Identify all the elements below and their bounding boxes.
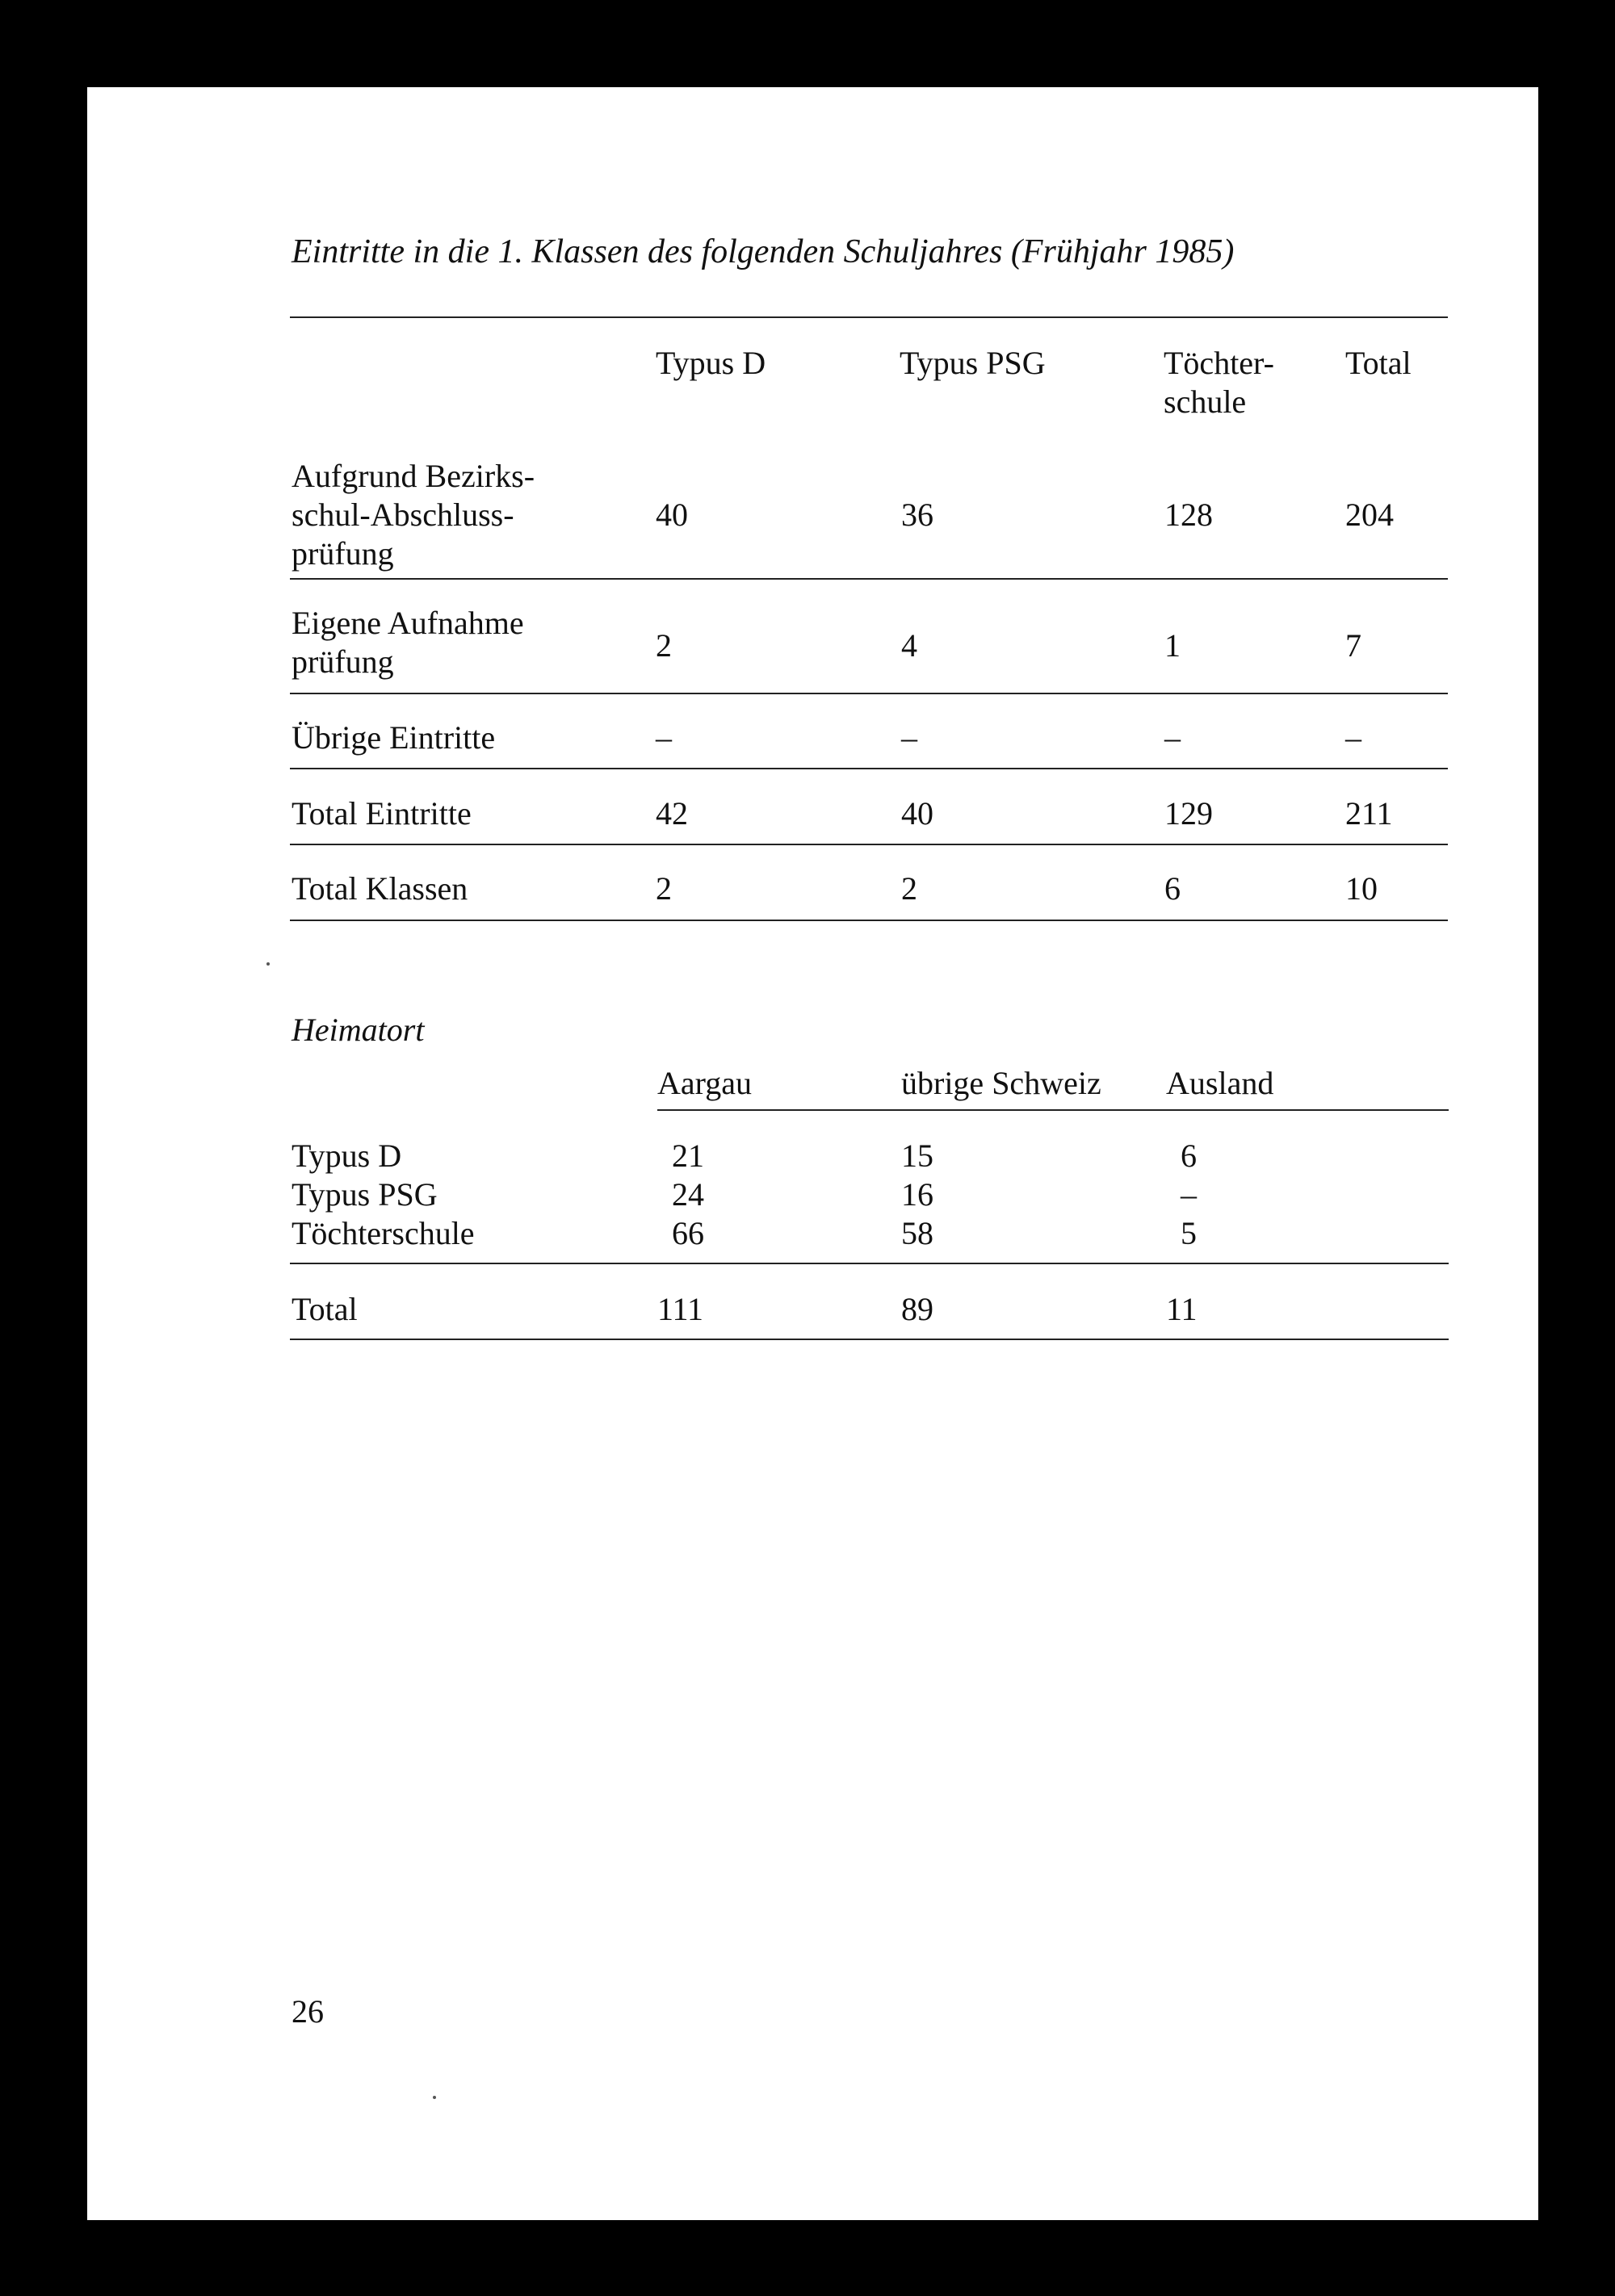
row-divider [290, 578, 1448, 580]
column-header-aargau: Aargau [657, 1065, 752, 1101]
cell-typus-d: – [656, 719, 672, 756]
cell-total: 10 [1345, 870, 1378, 907]
cell-toechterschule: 129 [1164, 795, 1213, 832]
cell-total: 211 [1345, 795, 1393, 832]
row-label: Total Eintritte [292, 795, 472, 832]
column-header-uebrige-schweiz: übrige Schweiz [901, 1065, 1101, 1101]
row-label: Aufgrund Bezirks- schul-Abschluss- prüfung [292, 458, 535, 572]
column-header-ausland: Ausland [1166, 1065, 1274, 1101]
row-label: Eigene Aufnahme prüfung [292, 605, 524, 680]
cell-aargau: 111 [657, 1291, 704, 1327]
cell-typus-d: 42 [656, 795, 688, 832]
cell-typus-psg: 36 [901, 496, 933, 533]
cell-aargau: 66 [672, 1215, 704, 1251]
cell-ausland: 11 [1166, 1291, 1198, 1327]
cell-uebrige-schweiz: 15 [901, 1138, 933, 1174]
row-divider [290, 844, 1448, 845]
cell-typus-d: 2 [656, 627, 672, 664]
cell-aargau: 24 [672, 1176, 704, 1213]
column-header-typus-d: Typus D [656, 345, 766, 381]
scan-speck [433, 2096, 436, 2099]
cell-uebrige-schweiz: 16 [901, 1176, 933, 1213]
origin-header-rule [657, 1109, 1449, 1111]
row-label: Total [292, 1291, 358, 1327]
page-number: 26 [292, 1993, 324, 2030]
row-divider [290, 693, 1448, 694]
cell-typus-psg: 4 [901, 627, 917, 664]
cell-typus-d: 40 [656, 496, 688, 533]
cell-total: 204 [1345, 496, 1394, 533]
document-page [87, 87, 1538, 2220]
cell-total: 7 [1345, 627, 1361, 664]
column-header-total: Total [1345, 345, 1412, 381]
cell-typus-d: 2 [656, 870, 672, 907]
cell-ausland: – [1181, 1176, 1197, 1213]
row-label: Töchterschule [292, 1215, 475, 1251]
cell-uebrige-schweiz: 89 [901, 1291, 933, 1327]
cell-toechterschule: – [1164, 719, 1181, 756]
cell-toechterschule: 1 [1164, 627, 1181, 664]
cell-ausland: 5 [1181, 1215, 1197, 1251]
cell-typus-psg: 2 [901, 870, 917, 907]
row-label: Typus PSG [292, 1176, 438, 1213]
cell-uebrige-schweiz: 58 [901, 1215, 933, 1251]
entries-table-top-rule [290, 316, 1448, 318]
origin-table-title: Heimatort [292, 1012, 425, 1048]
document-title: Eintritte in die 1. Klassen des folgenden Schuljahres (Frühjahr 1985) [292, 233, 1235, 270]
column-header-typus-psg: Typus PSG [900, 345, 1046, 381]
cell-toechterschule: 6 [1164, 870, 1181, 907]
cell-ausland: 6 [1181, 1138, 1197, 1174]
cell-typus-psg: – [901, 719, 917, 756]
origin-total-rule [290, 1263, 1449, 1264]
scan-speck [266, 962, 270, 966]
origin-table-bottom-rule [290, 1339, 1449, 1340]
cell-typus-psg: 40 [901, 795, 933, 832]
entries-table-bottom-rule [290, 920, 1448, 921]
cell-toechterschule: 128 [1164, 496, 1213, 533]
row-label: Übrige Eintritte [292, 719, 496, 756]
row-label: Total Klassen [292, 870, 468, 907]
row-label: Typus D [292, 1138, 402, 1174]
column-header-toechterschule: Töchter- schule [1164, 345, 1274, 420]
cell-total: – [1345, 719, 1361, 756]
row-divider [290, 768, 1448, 769]
cell-aargau: 21 [672, 1138, 704, 1174]
